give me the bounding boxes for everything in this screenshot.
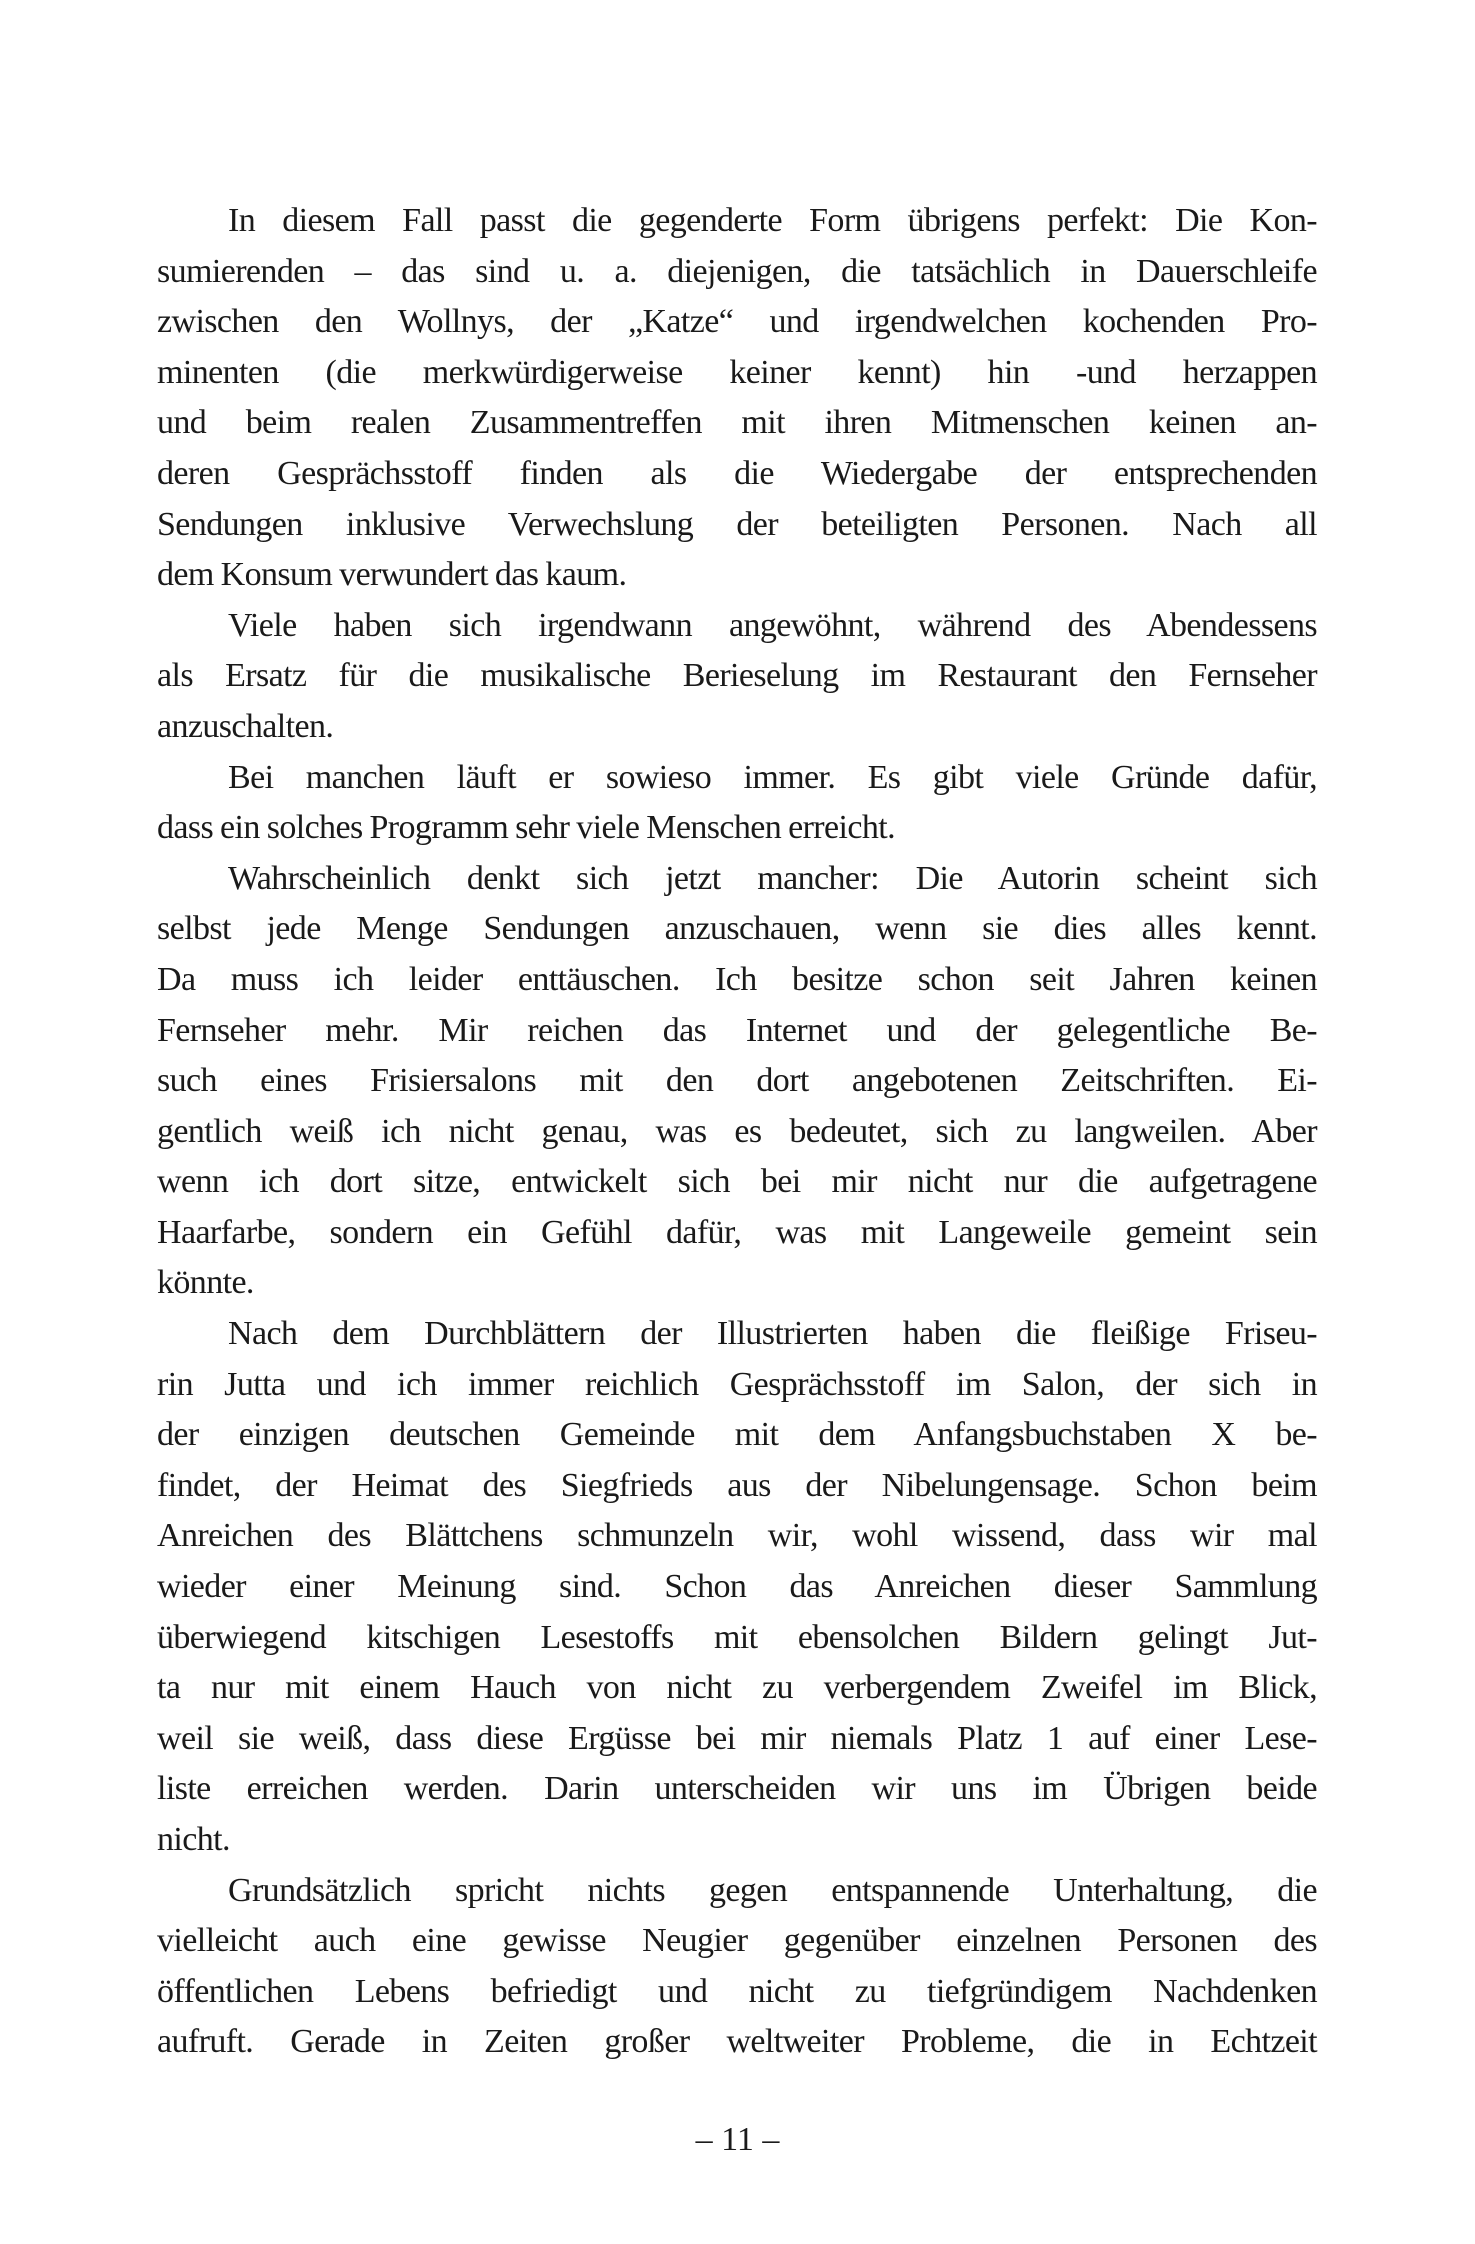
text-line: zwischen den Wollnys, der „Katze“ und irgendwelchen kochenden Pro-: [157, 303, 1317, 341]
text-line: gentlich weiß ich nicht genau, was es bedeutet, sich zu langweilen. Aber: [157, 1112, 1317, 1150]
paragraph-5: [157, 1309, 1317, 1866]
text-line: Da muss ich leider enttäuschen. Ich besitze schon seit Jahren keinen: [157, 960, 1317, 998]
text-line: minenten (die merkwürdigerweise keiner kennt) hin -und herzappen: [157, 353, 1317, 391]
text-line: dem Konsum verwundert das kaum.: [157, 556, 627, 594]
text-line: wieder einer Meinung sind. Schon das Anreichen dieser Sammlung: [157, 1568, 1317, 1606]
text-line: dass ein solches Programm sehr viele Menschen erreicht.: [157, 809, 895, 847]
text-line: könnte.: [157, 1264, 254, 1302]
text-line: überwiegend kitschigen Lesestoffs mit ebensolchen Bildern gelingt Jut-: [157, 1618, 1317, 1656]
text-line: findet, der Heimat des Siegfrieds aus der Nibelungensage. Schon beim: [157, 1466, 1317, 1504]
book-page-body: [157, 196, 1317, 2068]
text-line: und beim realen Zusammentreffen mit ihren Mitmenschen keinen an-: [157, 404, 1317, 442]
text-line: sumierenden – das sind u. a. diejenigen, die tatsächlich in Dauerschleife: [157, 252, 1317, 290]
text-line: Sendungen inklusive Verwechslung der beteiligten Personen. Nach all: [157, 505, 1317, 543]
text-line: weil sie weiß, dass diese Ergüsse bei mir niemals Platz 1 auf einer Lese-: [157, 1719, 1317, 1757]
text-line: vielleicht auch eine gewisse Neugier gegenüber einzelnen Personen des: [157, 1922, 1317, 1960]
paragraph-4: [157, 854, 1317, 1309]
text-line: In diesem Fall passt die gegenderte Form übrigens perfekt: Die Kon-: [228, 202, 1317, 239]
paragraph-6: [157, 1866, 1317, 2068]
text-line: Anreichen des Blättchens schmunzeln wir, wohl wissend, dass wir mal: [157, 1517, 1317, 1555]
page-number: – 11 –: [695, 2121, 780, 2158]
text-line: such eines Frisiersalons mit den dort angebotenen Zeitschriften. Ei-: [157, 1062, 1317, 1100]
text-line: Bei manchen läuft er sowieso immer. Es gibt viele Gründe dafür,: [228, 758, 1317, 796]
text-line: Wahrscheinlich denkt sich jetzt mancher: Die Autorin scheint sich: [228, 859, 1317, 897]
text-line: deren Gesprächsstoff finden als die Wiedergabe der entsprechenden: [157, 454, 1317, 492]
text-line: anzuschalten.: [157, 707, 334, 745]
paragraph-2: [157, 601, 1317, 753]
paragraph-1: [157, 196, 1317, 601]
paragraph-3: [157, 753, 1317, 854]
text-line: Grundsätzlich spricht nichts gegen entspannende Unterhaltung, die: [228, 1871, 1317, 1909]
text-line: rin Jutta und ich immer reichlich Gesprächsstoff im Salon, der sich in: [157, 1365, 1317, 1403]
text-line: liste erreichen werden. Darin unterscheiden wir uns im Übrigen beide: [157, 1770, 1317, 1808]
text-line: wenn ich dort sitze, entwickelt sich bei mir nicht nur die aufgetragene: [157, 1163, 1317, 1201]
text-line: selbst jede Menge Sendungen anzuschauen, wenn sie dies alles kennt.: [157, 910, 1317, 948]
text-line: Fernseher mehr. Mir reichen das Internet und der gelegentliche Be-: [157, 1011, 1317, 1049]
text-line: Viele haben sich irgendwann angewöhnt, während des Abendessens: [228, 606, 1317, 644]
text-line: nicht.: [157, 1821, 230, 1858]
text-line: aufruft. Gerade in Zeiten großer weltweiter Probleme, die in Echtzeit: [157, 2023, 1317, 2061]
text-line: ta nur mit einem Hauch von nicht zu verbergendem Zweifel im Blick,: [157, 1669, 1317, 1707]
text-line: Haarfarbe, sondern ein Gefühl dafür, was mit Langeweile gemeint sein: [157, 1213, 1317, 1251]
text-line: Nach dem Durchblättern der Illustrierten haben die fleißige Friseu-: [228, 1315, 1317, 1353]
text-line: der einzigen deutschen Gemeinde mit dem Anfangsbuchstaben X be-: [157, 1416, 1317, 1454]
text-line: als Ersatz für die musikalische Berieselung im Restaurant den Fernseher: [157, 657, 1317, 695]
text-line: öffentlichen Lebens befriedigt und nicht zu tiefgründigem Nachdenken: [157, 1972, 1317, 2010]
